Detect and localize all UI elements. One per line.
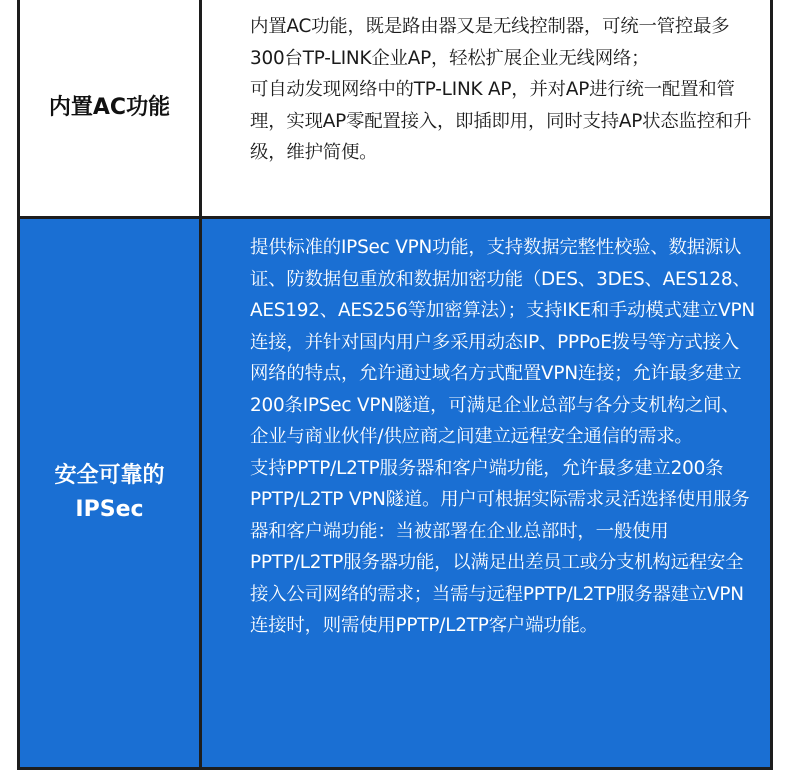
feature-label-line: IPSec — [75, 497, 144, 522]
feature-label: 内置AC功能 — [48, 95, 171, 120]
feature-description-paragraph: 支持PPTP/L2TP服务器和客户端功能，允许最多建立200条PPTP/L2TP VPN隧道。用户可根据实际需求灵活选择使用服务器和客户端功能：当被部署在企业总部时，一般使用PPTP/L2TP服务器功能，以满足出差员工或分支机构远程安全接入公司网络的需求；当需与远程PPTP/L2TP服务器建立VPN连接时，则需使用PPTP/L2TP客户端功能。 — [250, 457, 750, 636]
feature-label-cell — [20, 219, 202, 767]
feature-row-ipsec — [20, 219, 770, 767]
feature-row-built-in-ac — [20, 0, 770, 219]
feature-description-cell — [202, 0, 770, 216]
feature-label-cell — [20, 0, 202, 216]
feature-description-paragraph: 提供标准的IPSec VPN功能，支持数据完整性校验、数据源认证、防数据包重放和数据加密功能（DES、3DES、AES128、AES192、AES256等加密算法）；支持IKE和手动模式建立VPN连接，并针对国内用户多采用动态IP、PPPoE拨号等方式接入网络的特点，允许通过域名方式配置VPN连接；允许最多建立200条IPSec VPN隧道，可满足企业总部与各分支机构之间、企业与商业伙伴/供应商之间建立远程安全通信的需求。 — [250, 237, 755, 447]
feature-description-paragraph: 内置AC功能，既是路由器又是无线控制器，可统一管控最多300台TP-LINK企业AP，轻松扩展企业无线网络； — [250, 16, 730, 69]
feature-spec-table — [17, 0, 773, 770]
feature-label — [54, 459, 164, 527]
feature-description-cell — [202, 219, 770, 767]
feature-description-paragraph: 可自动发现网络中的TP-LINK AP，并对AP进行统一配置和管理，实现AP零配置接入，即插即用，同时支持AP状态监控和升级，维护简便。 — [250, 79, 752, 163]
feature-label-line: 安全可靠的 — [54, 463, 165, 488]
